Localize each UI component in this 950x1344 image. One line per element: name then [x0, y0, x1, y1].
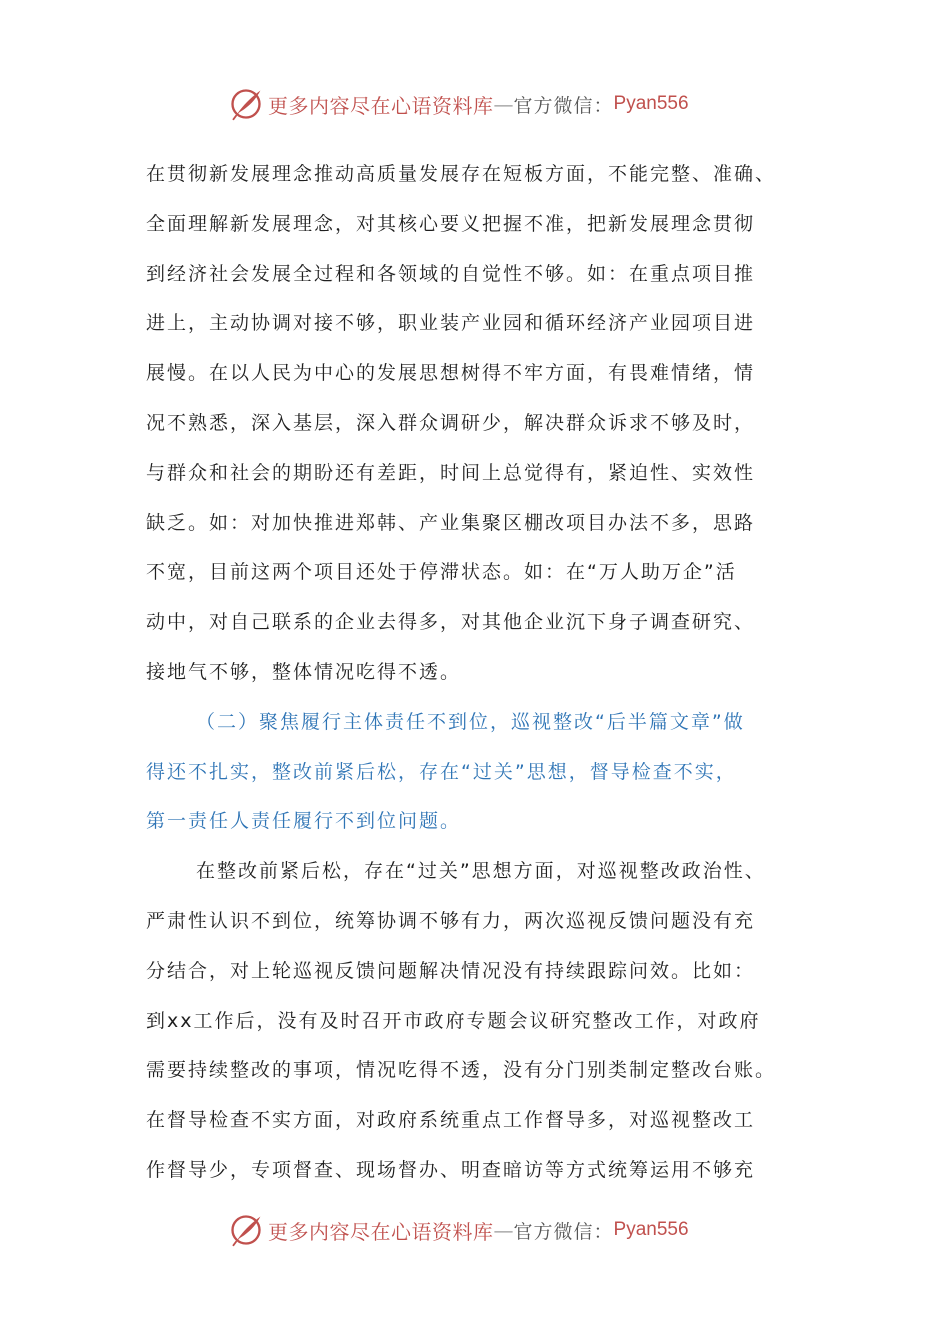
text-line: 全面理解新发展理念，对其核心要义把握不准，把新发展理念贯彻 — [146, 212, 756, 235]
banner-wechat-label: 官方微信： — [513, 94, 614, 117]
text-line: 缺乏。如：对加快推进郑韩、产业集聚区棚改项目办法不多，思路 — [146, 511, 756, 534]
text-line: 到经济社会发展全过程和各领域的自觉性不够。如：在重点项目推 — [146, 262, 756, 285]
section-heading-line: 第一责任人责任履行不到位问题。 — [146, 810, 462, 833]
banner-dash: — — [493, 1218, 514, 1242]
banner-wechat-id: Pyan556 — [613, 93, 689, 114]
text-line: 动中，对自己联系的企业去得多，对其他企业沉下身子调查研究、 — [146, 611, 756, 634]
banner-wechat-label: 官方微信： — [513, 1220, 614, 1243]
text-line: 作督导少，专项督查、现场督办、明查暗访等方式统筹运用不够充 — [146, 1158, 756, 1181]
banner-lead-text: 更多内容尽在心语资料库 — [268, 1219, 494, 1244]
quill-pen-logo-icon — [228, 1212, 264, 1248]
text-line: 与群众和社会的期盼还有差距，时间上总觉得有，紧迫性、实效性 — [146, 461, 756, 484]
text-line: 在整改前紧后松，存在“过关”思想方面，对巡视整改政治性、 — [196, 860, 766, 883]
text-line: 在督导检查不实方面，对政府系统重点工作督导多，对巡视整改工 — [146, 1109, 756, 1132]
text-line: 不宽，目前这两个项目还处于停滞状态。如：在“万人助万企”活 — [146, 561, 737, 584]
section-heading-line: 得还不扎实，整改前紧后松，存在“过关”思想，督导检查不实， — [146, 760, 737, 783]
text-line: 严肃性认识不到位，统筹协调不够有力，两次巡视反馈问题没有充 — [146, 909, 756, 932]
banner-lead-text: 更多内容尽在心语资料库 — [268, 93, 494, 118]
text-line: 需要持续整改的事项，情况吃得不透，没有分门别类制定整改台账。 — [146, 1059, 777, 1082]
text-line: 进上，主动协调对接不够，职业装产业园和循环经济产业园项目进 — [146, 312, 756, 335]
quill-pen-logo-icon — [228, 86, 264, 122]
banner-dash: — — [493, 92, 514, 116]
banner-wechat-id: Pyan556 — [613, 1219, 689, 1240]
text-line: 到xx工作后，没有及时召开市政府专题会议研究整改工作，对政府 — [146, 1009, 761, 1032]
text-line: 接地气不够，整体情况吃得不透。 — [146, 660, 462, 683]
text-line: 展慢。在以人民为中心的发展思想树得不牢方面，有畏难情绪，情 — [146, 362, 756, 385]
body-text — [146, 150, 846, 1196]
text-line: 况不熟悉，深入基层，深入群众调研少，解决群众诉求不够及时， — [146, 411, 756, 434]
header-banner — [228, 84, 748, 124]
footer-banner — [228, 1210, 748, 1250]
text-line: 分结合，对上轮巡视反馈问题解决情况没有持续跟踪问效。比如： — [146, 959, 756, 982]
text-line: 在贯彻新发展理念推动高质量发展存在短板方面，不能完整、准确、 — [146, 163, 777, 185]
section-heading-line: （二）聚焦履行主体责任不到位，巡视整改“后半篇文章”做 — [196, 710, 745, 733]
